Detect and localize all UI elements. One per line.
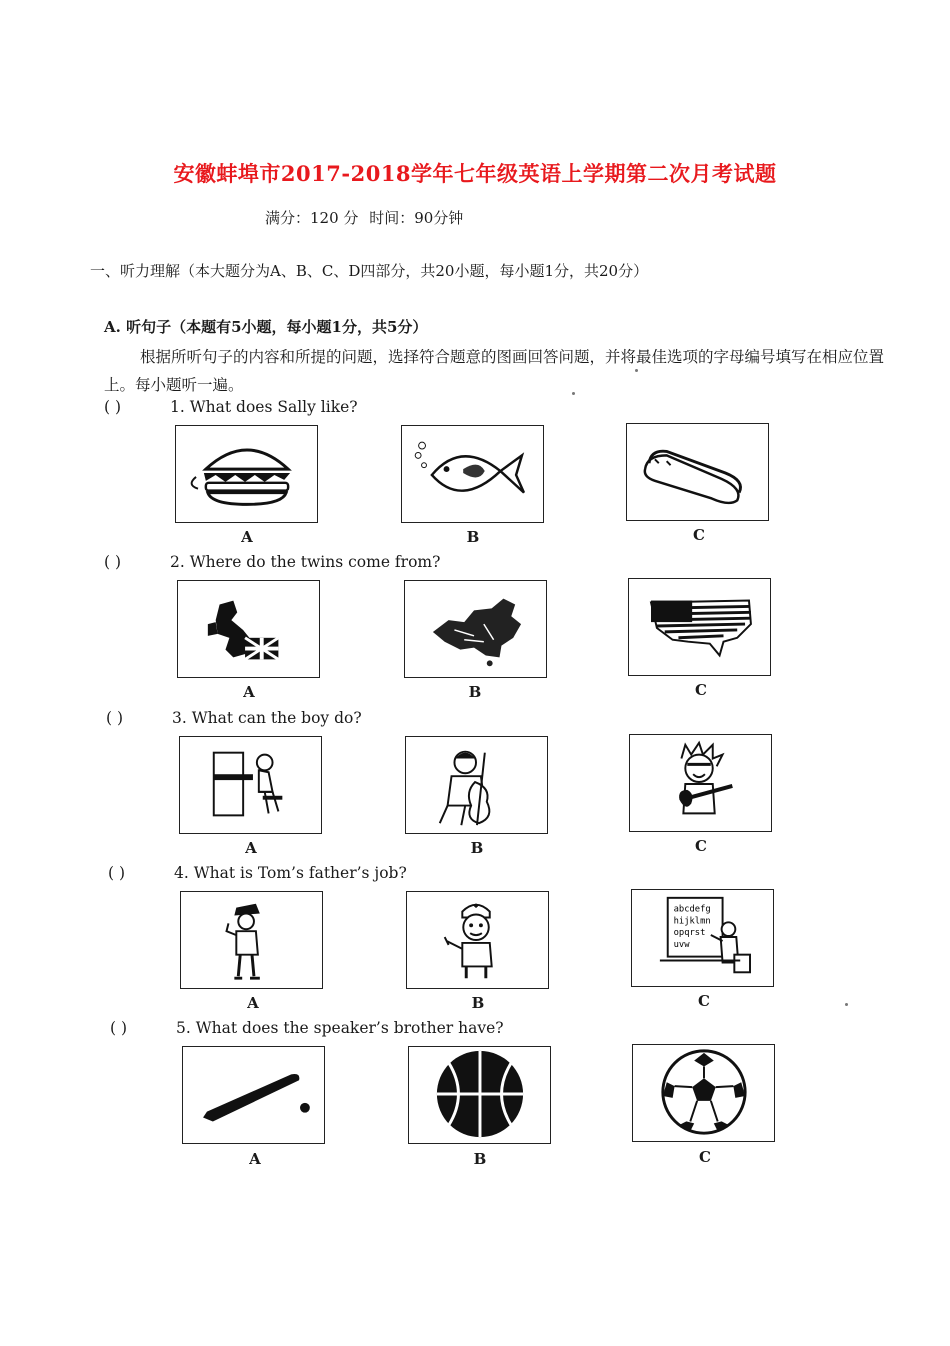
page-title: 安徽蚌埠市2017-2018学年七年级英语上学期第二次月考试题 — [173, 161, 777, 186]
option-label: C — [698, 992, 710, 1010]
option-label: A — [245, 839, 257, 857]
uk-map-icon — [178, 581, 319, 677]
option-2a-picture[interactable] — [177, 580, 320, 678]
option-label: C — [695, 681, 707, 699]
exam-meta — [265, 207, 469, 228]
option-4a-picture[interactable] — [180, 891, 323, 989]
option-label: B — [470, 839, 484, 857]
option-3b-picture[interactable] — [405, 736, 548, 834]
answer-bracket[interactable]: ( ) — [108, 864, 126, 882]
question-3 — [106, 709, 362, 727]
guitar-player-icon — [630, 735, 771, 831]
question-text: 1. What does Sally like? — [170, 398, 358, 416]
option-label: A — [241, 528, 253, 546]
option-label: C — [699, 1148, 711, 1166]
part-heading: 一、听力理解（本大题分为A、B、C、D四部分，共20小题，每小题1分，共20分） — [90, 262, 649, 280]
option-label: B — [468, 683, 482, 701]
option-label: B — [466, 528, 480, 546]
question-4 — [108, 864, 407, 882]
question-1 — [104, 398, 358, 416]
question-text: 5. What does the speaker’s brother have? — [176, 1019, 504, 1037]
option-5c-picture[interactable] — [632, 1044, 775, 1142]
hamburger-icon — [176, 426, 317, 522]
option-label: B — [473, 1150, 487, 1168]
option-label: A — [249, 1150, 261, 1168]
cello-player-icon — [406, 737, 547, 833]
full-score: 满分：120 分 — [265, 209, 359, 227]
option-label: A — [247, 994, 259, 1012]
option-label: C — [695, 837, 707, 855]
question-text: 3. What can the boy do? — [172, 709, 362, 727]
option-5b-picture[interactable] — [408, 1046, 551, 1144]
scan-speck — [845, 1003, 848, 1006]
piano-player-icon — [180, 737, 321, 833]
answer-bracket[interactable]: ( ) — [106, 709, 124, 727]
china-map-icon — [405, 581, 546, 677]
teacher-icon — [632, 890, 773, 986]
doctor-icon — [407, 892, 548, 988]
exam-time: 时间：90分钟 — [369, 209, 464, 227]
option-2c-picture[interactable] — [628, 578, 771, 676]
board-line: hijklmn — [673, 916, 711, 927]
scan-speck — [572, 392, 575, 395]
answer-bracket[interactable]: ( ) — [104, 398, 122, 416]
option-4b-picture[interactable] — [406, 891, 549, 989]
usa-map-flag-icon — [629, 579, 770, 675]
question-text: 2. Where do the twins come from? — [170, 553, 441, 571]
option-3a-picture[interactable] — [179, 736, 322, 834]
question-5 — [110, 1019, 504, 1037]
question-2 — [104, 553, 440, 571]
option-1a-picture[interactable] — [175, 425, 318, 523]
option-4c-picture[interactable] — [631, 889, 774, 987]
option-label: C — [693, 526, 705, 544]
question-text: 4. What is Tom’s father’s job? — [174, 864, 407, 882]
option-label: A — [243, 683, 255, 701]
section-a-heading: A. 听句子（本题有5小题，每小题1分，共5分） — [104, 318, 428, 336]
option-label: B — [471, 994, 485, 1012]
board-line: uvw — [673, 939, 690, 950]
scan-speck — [635, 369, 638, 372]
option-1c-picture[interactable] — [626, 423, 769, 521]
answer-bracket[interactable]: ( ) — [104, 553, 122, 571]
answer-bracket[interactable]: ( ) — [110, 1019, 128, 1037]
board-line: abcdefg — [673, 904, 711, 915]
police-officer-icon — [181, 892, 322, 988]
basketball-icon — [409, 1047, 550, 1143]
board-line: opqrst — [673, 928, 706, 939]
hot-dog-icon — [627, 424, 768, 520]
soccer-ball-icon — [633, 1045, 774, 1141]
fish-icon — [402, 426, 543, 522]
baseball-bat-icon — [183, 1047, 324, 1143]
option-5a-picture[interactable] — [182, 1046, 325, 1144]
option-3c-picture[interactable] — [629, 734, 772, 832]
section-a-instruction: 根据所听句子的内容和所提的问题，选择符合题意的图画回答问题，并将最佳选项的字母编号填写在相应位置上。每小题听一遍。 — [104, 348, 885, 394]
option-2b-picture[interactable] — [404, 580, 547, 678]
option-1b-picture[interactable] — [401, 425, 544, 523]
